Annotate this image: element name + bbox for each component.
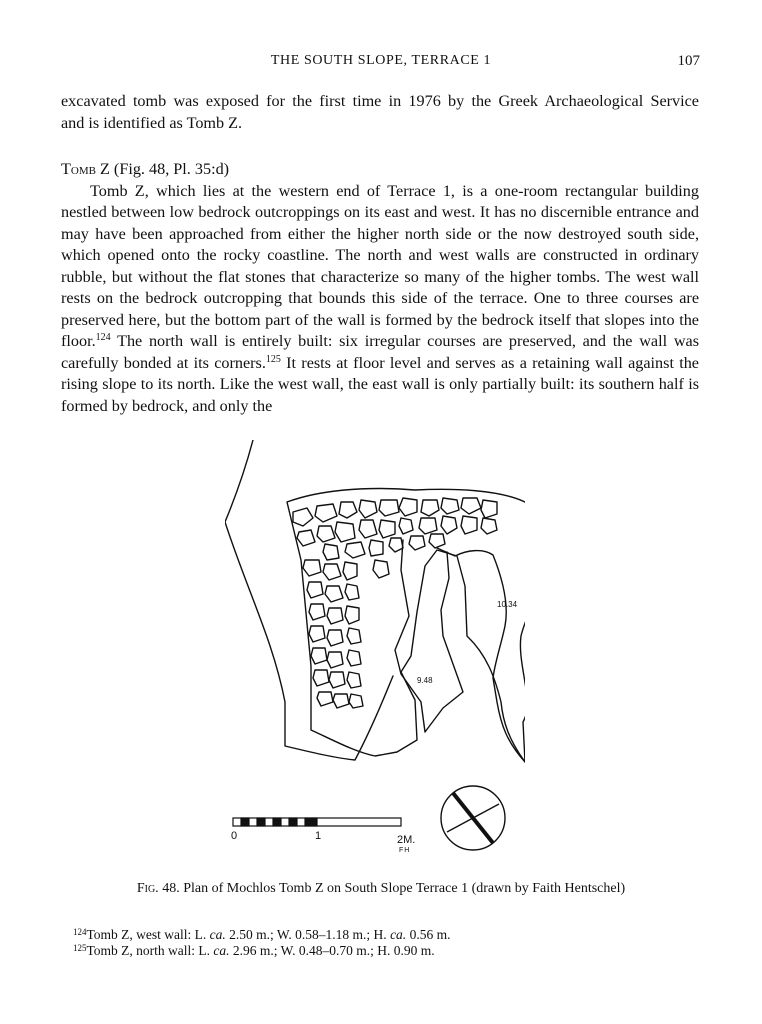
elevation-label-floor: 9.48 [417,676,433,685]
section-heading [61,159,699,181]
footnote-ca: ca. [209,927,226,942]
scale-label-0: 0 [231,830,238,842]
north-arrow [441,786,505,850]
scale-label-2m: 2M. [397,834,416,846]
tomb-plan-drawing [225,440,525,860]
floor-outline [395,540,463,732]
footnote-text: Tomb Z, west wall: L. [86,927,210,942]
intro-paragraph [61,91,699,134]
intro-line-2: and is identified as Tomb Z. [61,113,243,132]
footnote-ca: ca. [390,927,407,942]
footnote-text: 2.50 m.; W. 0.58–1.18 m.; H. [225,927,391,942]
figure-caption [0,881,762,897]
footnote-text: 2.96 m.; W. 0.48–0.70 m.; H. 0.90 m. [229,943,435,958]
footnote-ref[interactable]: 124 [95,332,111,343]
footnote-124 [73,927,450,943]
heading-smallcaps: Tomb [61,160,96,178]
page-number: 107 [677,53,700,69]
tomb-z-section [61,159,699,417]
footnotes [73,927,450,959]
tomb-outline [287,489,525,763]
section-paragraph [61,181,699,418]
para-part-2: The north wall is entirely built: six irregular courses are preserved, and the wall was carefully bonded at its corners. [61,332,699,372]
footnote-text: 0.56 m. [406,927,451,942]
footnote-ca: ca. [213,943,230,958]
caption-label: Fig. [136,881,159,896]
scale-bar [233,818,401,826]
scale-label-1: 1 [315,830,322,842]
footnote-125 [73,943,450,959]
tomb-plan-figure [225,440,525,860]
footnote-text: Tomb Z, north wall: L. [86,943,214,958]
running-head [0,53,762,73]
footnote-number: 125 [73,943,87,953]
elevation-label-east: 10.34 [497,600,518,609]
para-part-3: It rests at floor level and serves as a retaining wall against the rising slope to its north. Like the west wall, the east wall is only partially built: its southern half is formed by bedrock, and only the [61,353,699,415]
footnote-number: 124 [73,927,87,937]
intro-line-1: excavated tomb was exposed for the first time in 1976 by the Greek Archaeological Service [61,92,699,110]
footnote-ref[interactable]: 125 [265,353,281,365]
para-part-1: Tomb Z, which lies at the western end of Terrace 1, is a one-room rectangular building nestled between low bedrock outcroppings on its east and west. It has no discernible entrance and may have been approached from either the higher north side or the now destroyed south side, which opened onto the rocky coastline. The north and west walls are constructed in ordinary rubble, but without the flat stones that characterize so many of the higher tombs. The west wall rests on the bedrock outcropping that bounds this side of the terrace. One to three courses are preserved here, but the bottom part of the wall is formed by the bedrock itself that slopes into the floor. [61,181,699,350]
running-title: THE SOUTH SLOPE, TERRACE 1 [270,53,492,68]
heading-rest: Z (Fig. 48, Pl. 35:d) [95,160,230,178]
caption-text: 48. Plan of Mochlos Tomb Z on South Slope Terrace 1 (drawn by Faith Hentschel) [158,881,626,896]
drafter-initials: FH [399,847,411,854]
